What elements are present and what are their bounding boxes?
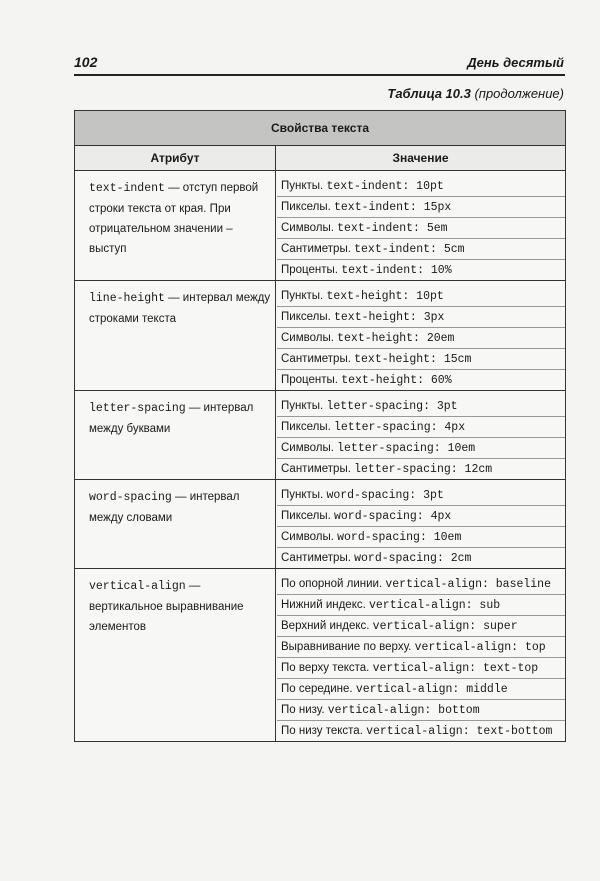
value-code: text-indent: 15px — [333, 201, 452, 214]
value-unit-label: Пикселы. — [281, 311, 334, 323]
value-unit-label: Сантиметры. — [281, 552, 355, 564]
value-example — [277, 595, 565, 616]
table-row — [75, 281, 566, 391]
value-code: vertical-align: bottom — [327, 704, 480, 717]
attribute-description: — отступ первой строки текста от края. При отрицательном значении – выступ — [89, 182, 259, 255]
value-code: text-indent: 10% — [341, 264, 452, 277]
value-example — [277, 700, 565, 721]
column-header-value: Значение — [276, 146, 566, 171]
attribute-cell — [75, 281, 276, 391]
value-unit-label: По низу. — [281, 704, 328, 716]
value-code: vertical-align: text-bottom — [366, 725, 553, 738]
table-row — [75, 569, 566, 742]
value-unit-label: Символы. — [281, 531, 338, 543]
value-code: letter-spacing: 10em — [337, 442, 476, 455]
value-unit-label: Символы. — [281, 332, 338, 344]
value-example — [277, 197, 565, 218]
table-row — [75, 171, 566, 281]
value-unit-label: Выравнивание по верху. — [281, 641, 415, 653]
value-unit-label: Пункты. — [281, 489, 327, 501]
value-code: vertical-align: baseline — [385, 578, 551, 591]
value-code: vertical-align: sub — [369, 599, 501, 612]
value-code: word-spacing: 10em — [337, 531, 462, 544]
attribute-name: vertical-align — [89, 580, 186, 593]
value-code: vertical-align: top — [414, 641, 546, 654]
attribute-cell — [75, 480, 276, 569]
attribute-cell — [75, 391, 276, 480]
value-unit-label: Нижний индекс. — [281, 599, 369, 611]
value-example — [277, 370, 565, 390]
value-example — [277, 286, 565, 307]
value-code: text-height: 20em — [337, 332, 455, 345]
value-example — [277, 349, 565, 370]
table-caption — [387, 86, 564, 101]
attribute-description: — интервал между буквами — [89, 402, 254, 435]
value-example — [277, 396, 565, 417]
value-code: letter-spacing: 4px — [333, 421, 466, 434]
value-code: letter-spacing: 12cm — [354, 463, 493, 476]
value-example — [277, 527, 565, 548]
table-caption-label: Таблица 10.3 — [387, 86, 471, 101]
value-cell — [276, 171, 566, 281]
value-cell — [276, 391, 566, 480]
value-cell — [276, 281, 566, 391]
value-code: text-height: 15cm — [354, 353, 472, 366]
value-example — [277, 218, 565, 239]
value-code: vertical-align: text-top — [372, 662, 539, 675]
value-unit-label: Пункты. — [281, 290, 327, 302]
table-title: Свойства текста — [75, 111, 566, 146]
attribute-name: line-height — [89, 292, 165, 305]
value-code: vertical-align: middle — [355, 683, 508, 696]
value-code: word-spacing: 3pt — [326, 489, 444, 502]
attribute-cell — [75, 171, 276, 281]
value-example — [277, 438, 565, 459]
value-code: word-spacing: 4px — [333, 510, 452, 523]
value-unit-label: Пункты. — [281, 180, 327, 192]
value-example — [277, 574, 565, 595]
value-unit-label: Сантиметры. — [281, 353, 355, 365]
value-example — [277, 459, 565, 479]
value-unit-label: Сантиметры. — [281, 243, 355, 255]
value-unit-label: Пикселы. — [281, 421, 334, 433]
page-number: 102 — [74, 54, 98, 70]
attribute-name: word-spacing — [89, 491, 172, 504]
value-code: word-spacing: 2cm — [354, 552, 472, 565]
value-unit-label: По верху текста. — [281, 662, 373, 674]
value-example — [277, 658, 565, 679]
value-unit-label: Пикселы. — [281, 201, 334, 213]
value-example — [277, 260, 565, 280]
value-code: text-height: 3px — [333, 311, 445, 324]
page-header — [74, 52, 564, 74]
value-unit-label: По опорной линии. — [281, 578, 386, 590]
value-unit-label: Сантиметры. — [281, 463, 355, 475]
table-row — [75, 391, 566, 480]
text-properties-table — [74, 110, 566, 742]
value-example — [277, 239, 565, 260]
value-code: text-indent: 5em — [337, 222, 448, 235]
value-unit-label: Проценты. — [281, 264, 342, 276]
value-example — [277, 679, 565, 700]
value-unit-label: Проценты. — [281, 374, 342, 386]
value-code: text-height: 60% — [341, 374, 452, 387]
header-rule — [74, 74, 565, 76]
value-example — [277, 637, 565, 658]
value-unit-label: Символы. — [281, 442, 338, 454]
value-example — [277, 616, 565, 637]
value-code: letter-spacing: 3pt — [326, 400, 458, 413]
attribute-description: — интервал между словами — [89, 491, 240, 524]
attribute-name: letter-spacing — [89, 402, 186, 415]
value-example — [277, 176, 565, 197]
value-example — [277, 417, 565, 438]
attribute-cell — [75, 569, 276, 742]
value-code: text-indent: 5cm — [354, 243, 465, 256]
value-unit-label: Пункты. — [281, 400, 327, 412]
value-example — [277, 721, 565, 741]
value-unit-label: Символы. — [281, 222, 338, 234]
value-example — [277, 485, 565, 506]
column-header-attribute: Атрибут — [75, 146, 276, 171]
value-code: text-height: 10pt — [326, 290, 444, 303]
value-code: text-indent: 10pt — [326, 180, 444, 193]
value-unit-label: Пикселы. — [281, 510, 334, 522]
attribute-description: — интервал между строками текста — [89, 292, 271, 325]
chapter-title: День десятый — [467, 55, 564, 70]
value-example — [277, 307, 565, 328]
value-example — [277, 328, 565, 349]
table-row — [75, 480, 566, 569]
value-unit-label: По низу текста. — [281, 725, 367, 737]
attribute-description: — вертикальное выравнивание элементов — [89, 580, 244, 633]
value-cell — [276, 480, 566, 569]
value-unit-label: Верхний индекс. — [281, 620, 373, 632]
value-example — [277, 548, 565, 568]
value-unit-label: По середине. — [281, 683, 356, 695]
attribute-name: text-indent — [89, 182, 165, 195]
value-example — [277, 506, 565, 527]
value-cell — [276, 569, 566, 742]
table-caption-note: (продолжение) — [474, 86, 564, 101]
value-code: vertical-align: super — [372, 620, 518, 633]
